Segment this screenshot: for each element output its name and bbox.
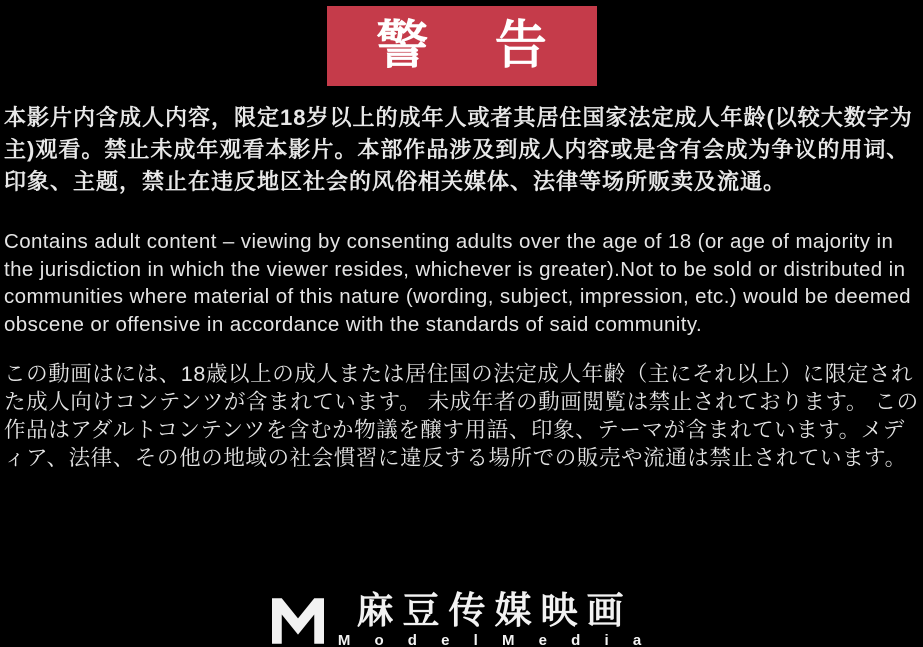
studio-name-cjk: 麻豆传媒映画 xyxy=(356,590,633,632)
warning-banner xyxy=(327,6,597,86)
model-media-m-icon xyxy=(272,596,324,646)
studio-logo-text xyxy=(338,592,651,647)
studio-name-en: M o d e l M e d i a xyxy=(337,632,652,647)
studio-logo xyxy=(0,592,923,647)
disclaimer-english: Contains adult content – viewing by consenting adults over the age of 18 (or age of majority in the jurisdiction in which the viewer resides, whichever is greater).Not to be sold or distributed in communities where material of this nature (wording, subject, impression, etc.) would be deemed obscene or offensive in accordance with the standards of said community. xyxy=(4,230,911,336)
warning-screen xyxy=(0,6,923,647)
warning-banner-title: 警 告 xyxy=(376,17,573,75)
disclaimer-chinese: 本影片内含成人内容，限定18岁以上的成年人或者其居住国家法定成人年龄(以较大数字为主)观看。禁止未成年观看本影片。本部作品涉及到成人内容或是含有会成为争议的用词、印象、主题，禁止在违反地区社会的风俗相关媒体、法律等场所贩卖及流通。 xyxy=(4,105,913,194)
disclaimer-japanese: この動画はには、18歳以上の成人または居住国の法定成人年齢（主にそれ以上）に限定された成人向けコンテンツが含まれています。 未成年者の動画閲覧は禁止されております。 この作品はアダルトコンテンツを含むか物議を醸す用語、印象、テーマが含まれています。メディア、法律、その他の地域の社会慣習に違反する場所での販売や流通は禁止されています。 xyxy=(4,362,919,470)
